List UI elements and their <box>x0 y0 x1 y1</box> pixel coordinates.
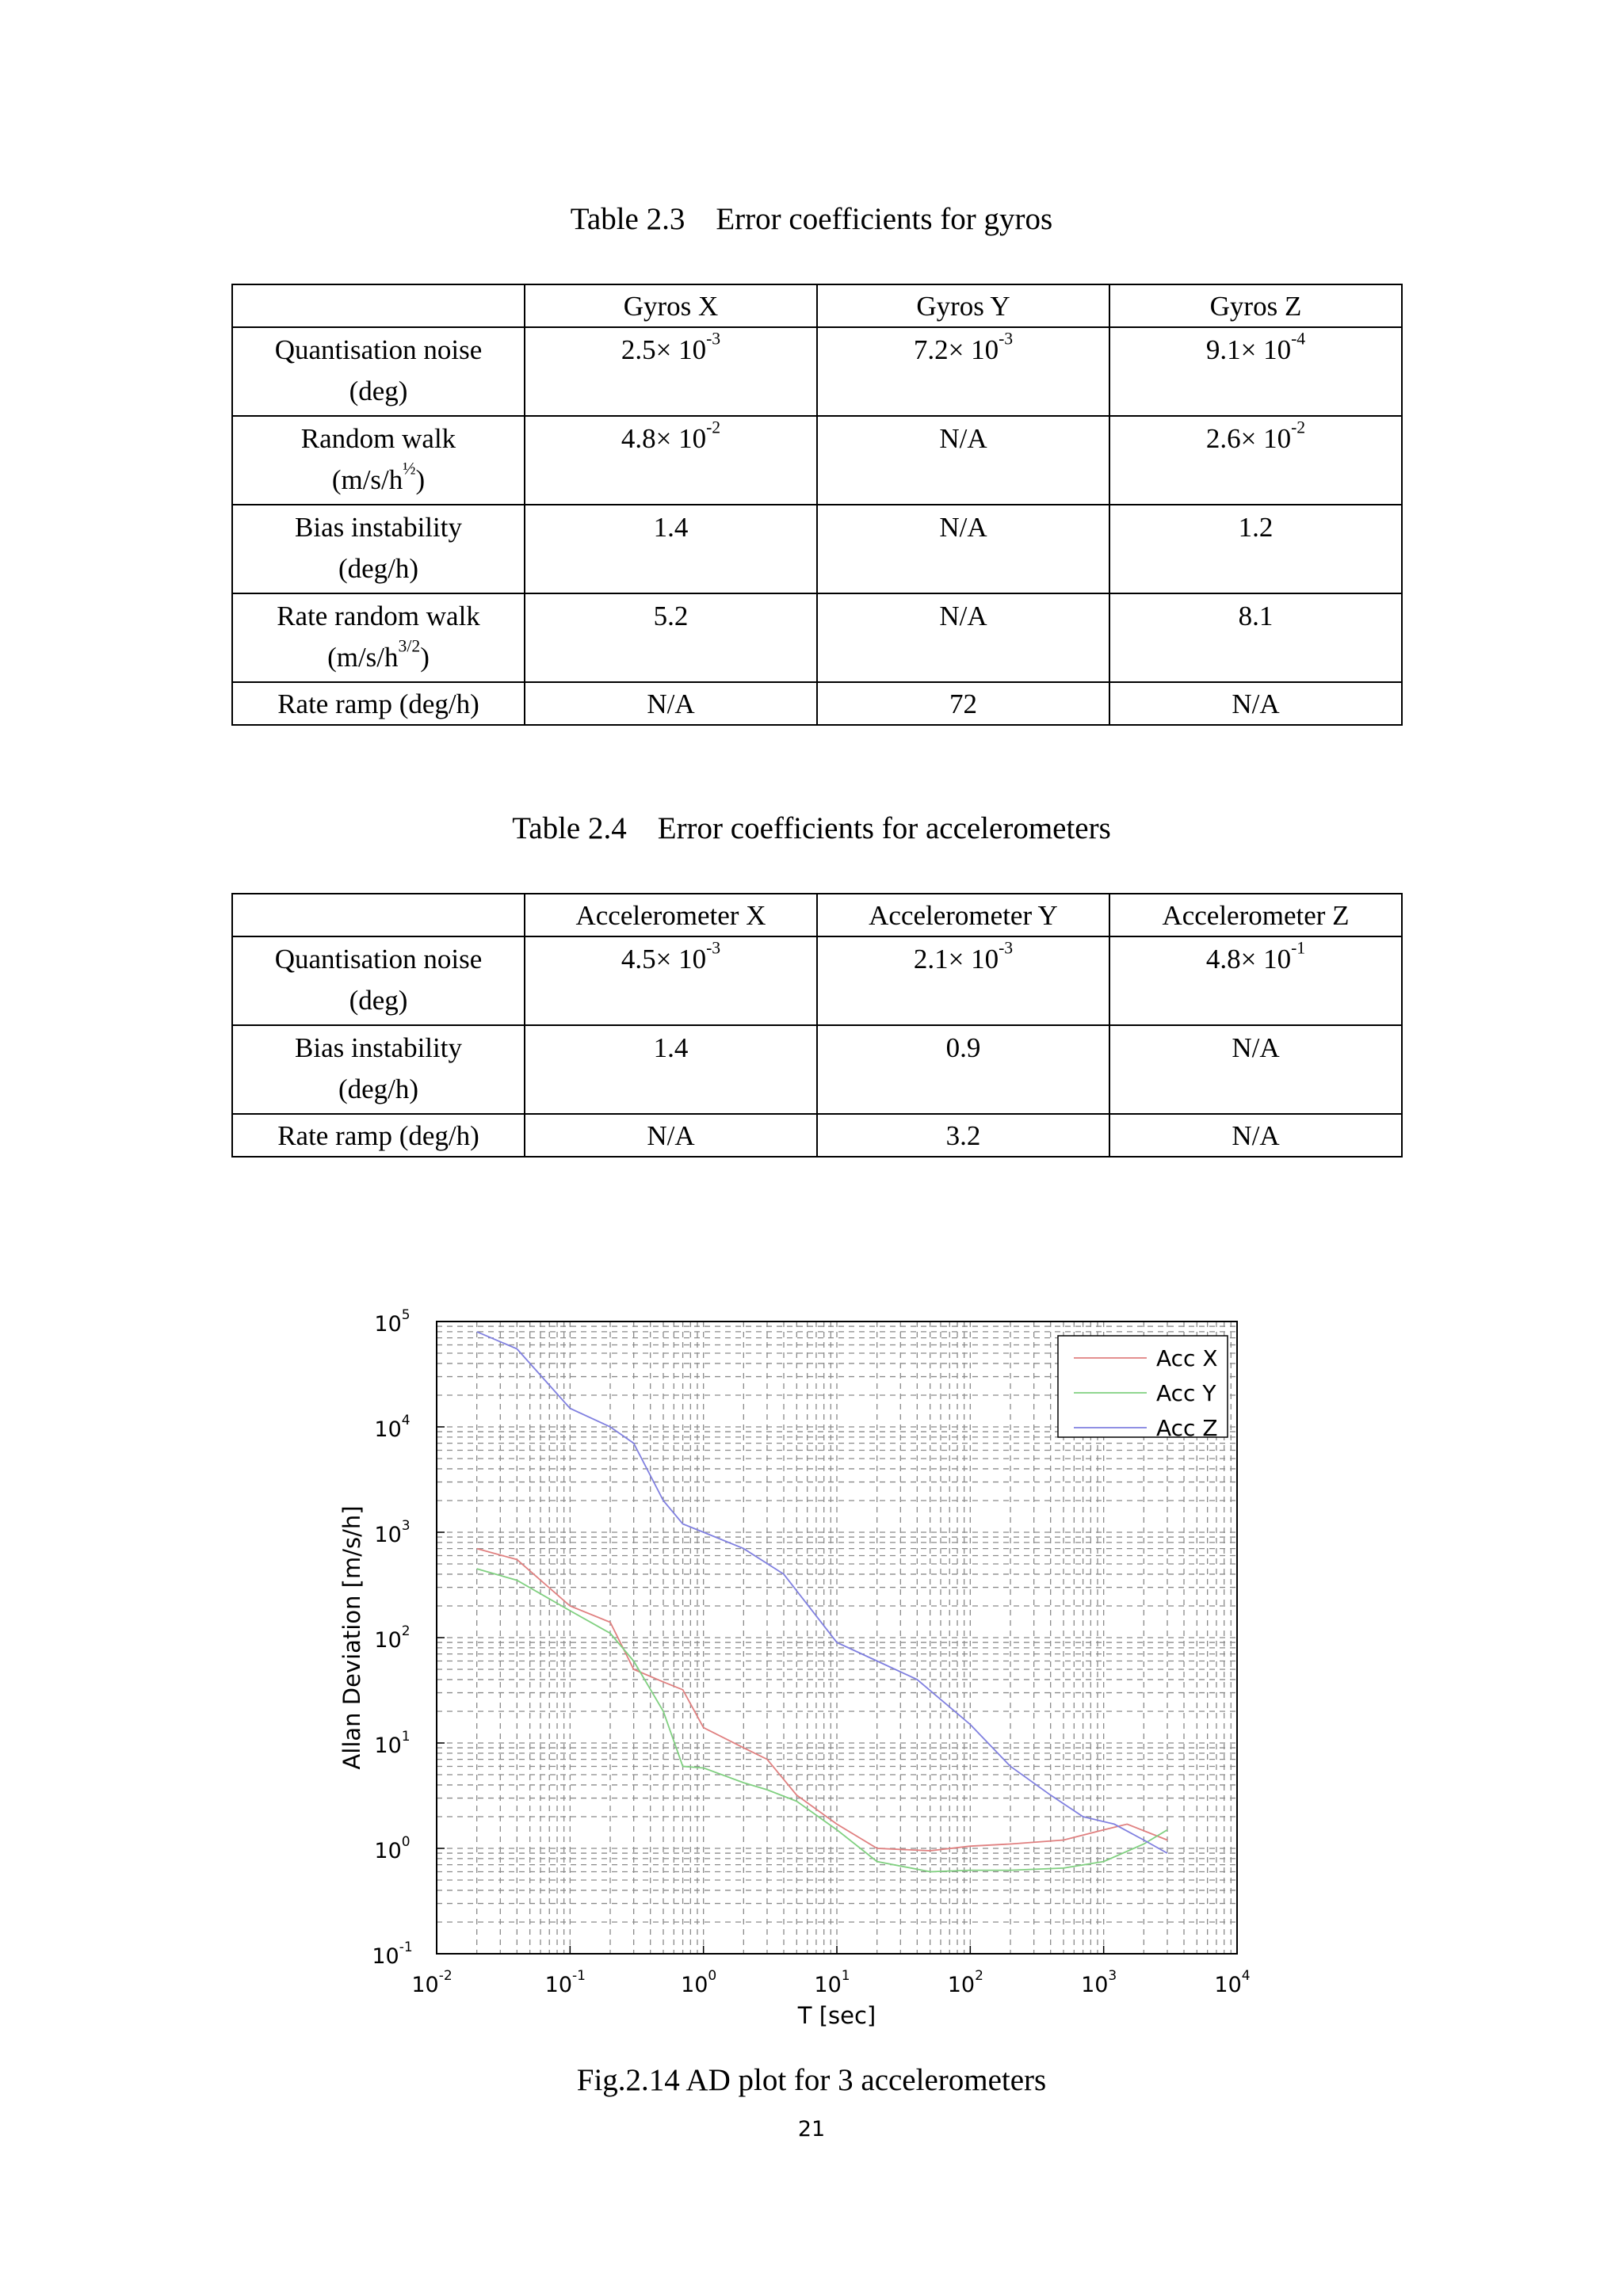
row-unit-exponent: 3/2 <box>398 636 421 656</box>
row-label: Quantisation noise <box>274 944 483 974</box>
tick-exponent: 1 <box>401 1729 411 1745</box>
table-row <box>232 682 1402 725</box>
table-2-4-caption <box>0 811 1623 846</box>
value-exponent: -1 <box>1291 938 1306 958</box>
column-header: Gyros X <box>525 284 817 327</box>
header-corner-cell <box>232 894 525 936</box>
row-unit: (deg) <box>349 376 408 406</box>
row-label-cell <box>232 682 525 725</box>
tick-base: 10 <box>374 1312 402 1337</box>
tick-exponent: -1 <box>399 1939 413 1955</box>
tick-base: 10 <box>372 1944 399 1969</box>
row-unit-end: ) <box>415 464 426 495</box>
row-unit-exponent: ½ <box>403 459 416 479</box>
value-mantissa: 4.5× 10 <box>621 944 707 974</box>
value-exponent: -3 <box>706 329 721 349</box>
y-tick-label <box>374 1307 410 1337</box>
legend <box>1058 1336 1228 1441</box>
tick-base: 10 <box>544 1973 573 1997</box>
value-mantissa: 1.4 <box>653 1032 689 1063</box>
row-unit-end: ) <box>420 642 430 673</box>
value-cell <box>817 593 1109 682</box>
value-mantissa: 4.8× 10 <box>621 423 707 454</box>
header-corner-cell <box>232 284 525 327</box>
value-cell <box>525 1025 817 1114</box>
value-cell <box>1109 593 1402 682</box>
value-cell <box>525 593 817 682</box>
table-number: Table 2.4 <box>512 811 627 845</box>
table-2-3-caption <box>0 202 1623 237</box>
page-number: 21 <box>797 2117 826 2142</box>
value-exponent: -2 <box>706 418 721 437</box>
value-cell <box>525 505 817 593</box>
tick-exponent: 2 <box>975 1968 983 1984</box>
x-tick-label <box>411 1968 452 1997</box>
y-tick-label <box>374 1413 410 1442</box>
tick-exponent: 0 <box>401 1834 411 1850</box>
tick-exponent: 4 <box>1241 1968 1251 1984</box>
x-tick-label <box>545 1968 586 1997</box>
row-label: Bias instability <box>295 1032 462 1063</box>
row-label: Rate random walk <box>277 601 480 631</box>
table-row <box>232 505 1402 593</box>
value-cell <box>1109 936 1402 1025</box>
value-cell <box>817 1025 1109 1114</box>
row-unit: (deg) <box>349 985 408 1016</box>
table-row <box>232 1114 1402 1157</box>
tick-base: 10 <box>374 1733 402 1758</box>
table-row <box>232 1025 1402 1114</box>
value-cell <box>1109 682 1402 725</box>
gyro-error-table <box>231 284 1403 726</box>
row-label-cell <box>232 936 525 1025</box>
table-row <box>232 416 1402 505</box>
value-mantissa: N/A <box>1232 1120 1280 1151</box>
table-row <box>232 936 1402 1025</box>
y-tick-label <box>374 1518 410 1547</box>
tick-exponent: 3 <box>401 1518 411 1534</box>
value-mantissa: 8.1 <box>1238 601 1274 631</box>
row-label: Bias instability <box>295 512 462 543</box>
tick-base: 10 <box>374 1839 402 1863</box>
value-cell <box>1109 327 1402 416</box>
row-label-cell <box>232 1114 525 1157</box>
value-mantissa: 7.2× 10 <box>913 334 999 365</box>
tick-base: 10 <box>1214 1973 1242 1997</box>
value-cell <box>817 682 1109 725</box>
tick-exponent: 1 <box>841 1968 850 1984</box>
x-tick-label <box>1214 1968 1250 1997</box>
row-label-cell <box>232 505 525 593</box>
tick-base: 10 <box>1081 1973 1109 1997</box>
table-header-row <box>232 894 1402 936</box>
table-row <box>232 327 1402 416</box>
tick-base: 10 <box>374 1417 402 1442</box>
value-mantissa: 2.5× 10 <box>621 334 707 365</box>
x-tick-label <box>948 1968 983 1997</box>
row-unit-base: (m/s/h <box>327 642 399 673</box>
row-label: Rate ramp (deg/h) <box>277 1120 479 1151</box>
value-mantissa: 72 <box>949 688 977 719</box>
value-cell <box>1109 1025 1402 1114</box>
legend-label: Acc Z <box>1156 1415 1218 1441</box>
tick-base: 10 <box>814 1973 842 1997</box>
value-exponent: -2 <box>1291 418 1306 437</box>
column-header: Accelerometer Y <box>817 894 1109 936</box>
value-mantissa: 4.8× 10 <box>1205 944 1292 974</box>
value-mantissa: 5.2 <box>653 601 689 631</box>
table-title: Error coefficients for accelerometers <box>657 811 1111 845</box>
tick-exponent: 5 <box>401 1307 411 1323</box>
tick-exponent: 4 <box>401 1413 411 1428</box>
row-label-cell <box>232 327 525 416</box>
column-header: Gyros Z <box>1109 284 1402 327</box>
row-unit: (deg/h) <box>338 553 419 584</box>
y-tick-label <box>372 1939 412 1969</box>
value-cell <box>525 327 817 416</box>
x-axis-label: T [sec] <box>797 2002 876 2029</box>
tick-base: 10 <box>374 1523 402 1547</box>
value-mantissa: 1.2 <box>1238 512 1274 543</box>
value-mantissa: N/A <box>1232 1032 1280 1063</box>
tick-base: 10 <box>374 1628 402 1653</box>
column-header: Accelerometer X <box>525 894 817 936</box>
value-mantissa: N/A <box>647 688 695 719</box>
legend-label: Acc Y <box>1156 1380 1216 1406</box>
tick-exponent: -1 <box>572 1968 586 1984</box>
value-cell <box>817 416 1109 505</box>
value-mantissa: N/A <box>939 512 987 543</box>
value-mantissa: 1.4 <box>653 512 689 543</box>
value-cell <box>817 327 1109 416</box>
value-cell <box>817 936 1109 1025</box>
value-exponent: -3 <box>706 938 721 958</box>
column-header: Accelerometer Z <box>1109 894 1402 936</box>
value-mantissa: N/A <box>939 601 987 631</box>
row-label: Random walk <box>300 423 456 454</box>
value-cell <box>817 1114 1109 1157</box>
value-cell <box>525 416 817 505</box>
tick-exponent: 3 <box>1108 1968 1117 1984</box>
row-unit: (deg/h) <box>338 1074 419 1104</box>
value-cell <box>525 682 817 725</box>
x-tick-label <box>1081 1968 1117 1997</box>
accelerometer-error-table <box>231 893 1403 1158</box>
x-tick-label <box>814 1968 850 1997</box>
tick-exponent: -2 <box>438 1968 453 1984</box>
value-cell <box>1109 416 1402 505</box>
value-cell <box>525 936 817 1025</box>
table-row <box>232 593 1402 682</box>
row-label: Rate ramp (deg/h) <box>277 688 479 719</box>
legend-label: Acc X <box>1156 1345 1218 1371</box>
value-exponent: -3 <box>999 938 1014 958</box>
value-mantissa: 3.2 <box>945 1120 981 1151</box>
tick-base: 10 <box>681 1973 708 1997</box>
allan-deviation-chart <box>333 1291 1284 2036</box>
value-mantissa: N/A <box>647 1120 695 1151</box>
row-label-cell <box>232 593 525 682</box>
y-tick-label <box>374 1834 410 1863</box>
y-tick-label <box>374 1729 410 1758</box>
row-unit-base: (m/s/h <box>331 464 403 495</box>
value-mantissa: N/A <box>1232 688 1280 719</box>
value-cell <box>817 505 1109 593</box>
tick-exponent: 2 <box>401 1623 411 1639</box>
tick-exponent: 0 <box>708 1968 717 1984</box>
row-unit <box>236 460 521 501</box>
row-label-cell <box>232 1025 525 1114</box>
tick-base: 10 <box>411 1973 439 1997</box>
value-mantissa: 0.9 <box>945 1032 981 1063</box>
row-unit <box>236 637 521 678</box>
value-exponent: -4 <box>1291 329 1306 349</box>
row-label: Quantisation noise <box>274 334 483 365</box>
value-cell <box>1109 1114 1402 1157</box>
y-tick-label <box>374 1623 410 1653</box>
value-mantissa: 2.1× 10 <box>913 944 999 974</box>
y-axis-label: Allan Deviation [m/s/h] <box>338 1505 365 1770</box>
column-header: Gyros Y <box>817 284 1109 327</box>
value-mantissa: 9.1× 10 <box>1205 334 1292 365</box>
value-exponent: -3 <box>999 329 1014 349</box>
table-title: Error coefficients for gyros <box>716 202 1053 236</box>
value-cell <box>525 1114 817 1157</box>
value-cell <box>1109 505 1402 593</box>
tick-base: 10 <box>947 1973 976 1997</box>
value-mantissa: 2.6× 10 <box>1205 423 1292 454</box>
value-mantissa: N/A <box>939 423 987 454</box>
figure-caption: Fig.2.14 AD plot for 3 accelerometers <box>576 2063 1047 2097</box>
x-tick-label <box>681 1968 716 1997</box>
row-label-cell <box>232 416 525 505</box>
table-header-row <box>232 284 1402 327</box>
table-number: Table 2.3 <box>570 202 685 236</box>
